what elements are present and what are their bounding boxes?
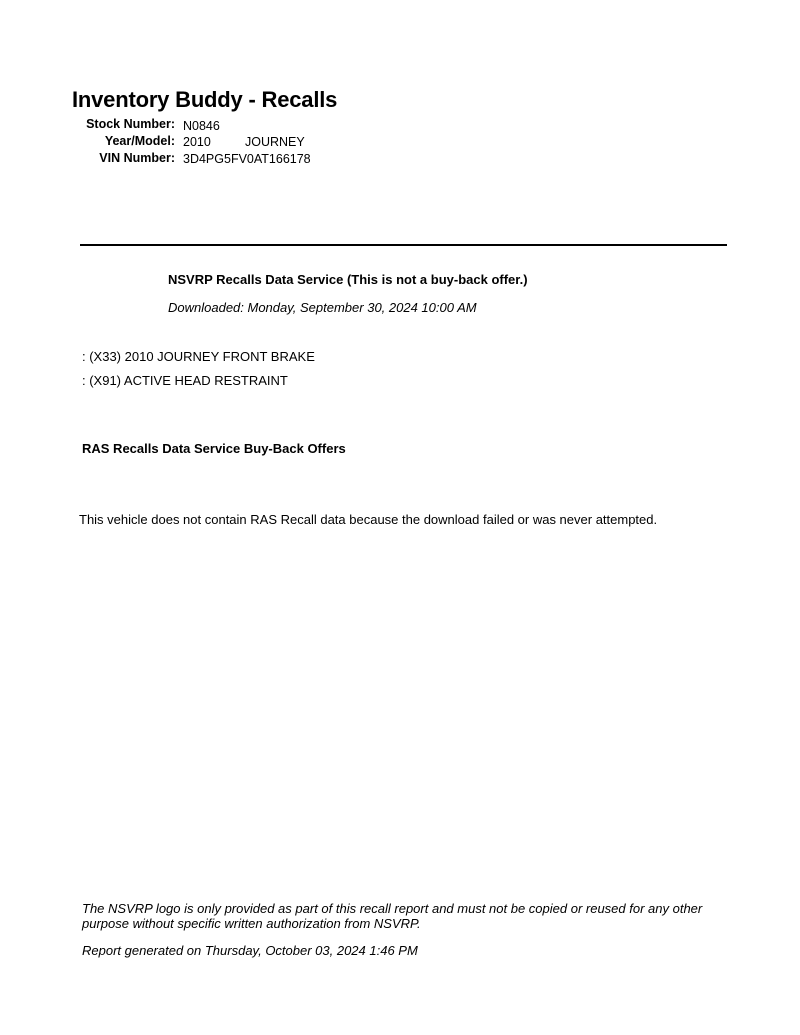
ras-status-message: This vehicle does not contain RAS Recall data because the download failed or was never attempted. [79,512,658,527]
page-title: Inventory Buddy - Recalls [72,87,338,112]
vin-value: 3D4PG5FV0AT166178 [183,152,311,166]
nsvrp-section-heading: NSVRP Recalls Data Service (This is not a buy-back offer.) [168,272,528,287]
vin-label: VIN Number: [99,151,175,165]
section-divider [80,244,727,246]
recall-item: : (X33) 2010 JOURNEY FRONT BRAKE [82,349,315,364]
report-generated-timestamp: Report generated on Thursday, October 03, 2024 1:46 PM [82,943,418,958]
model-value: JOURNEY [245,135,305,149]
downloaded-timestamp: Downloaded: Monday, September 30, 2024 10:00 AM [168,300,477,315]
stock-number-label: Stock Number: [86,117,175,131]
ras-section-heading: RAS Recalls Data Service Buy-Back Offers [82,441,346,456]
year-model-label: Year/Model: [104,134,175,148]
logo-disclaimer: The NSVRP logo is only provided as part of this recall report and must not be copied or reused for any other purpose without specific written authorization from NSVRP. [82,901,703,931]
stock-number-value: N0846 [183,119,220,133]
recall-item: : (X91) ACTIVE HEAD RESTRAINT [82,373,288,388]
year-value: 2010 [183,135,211,149]
